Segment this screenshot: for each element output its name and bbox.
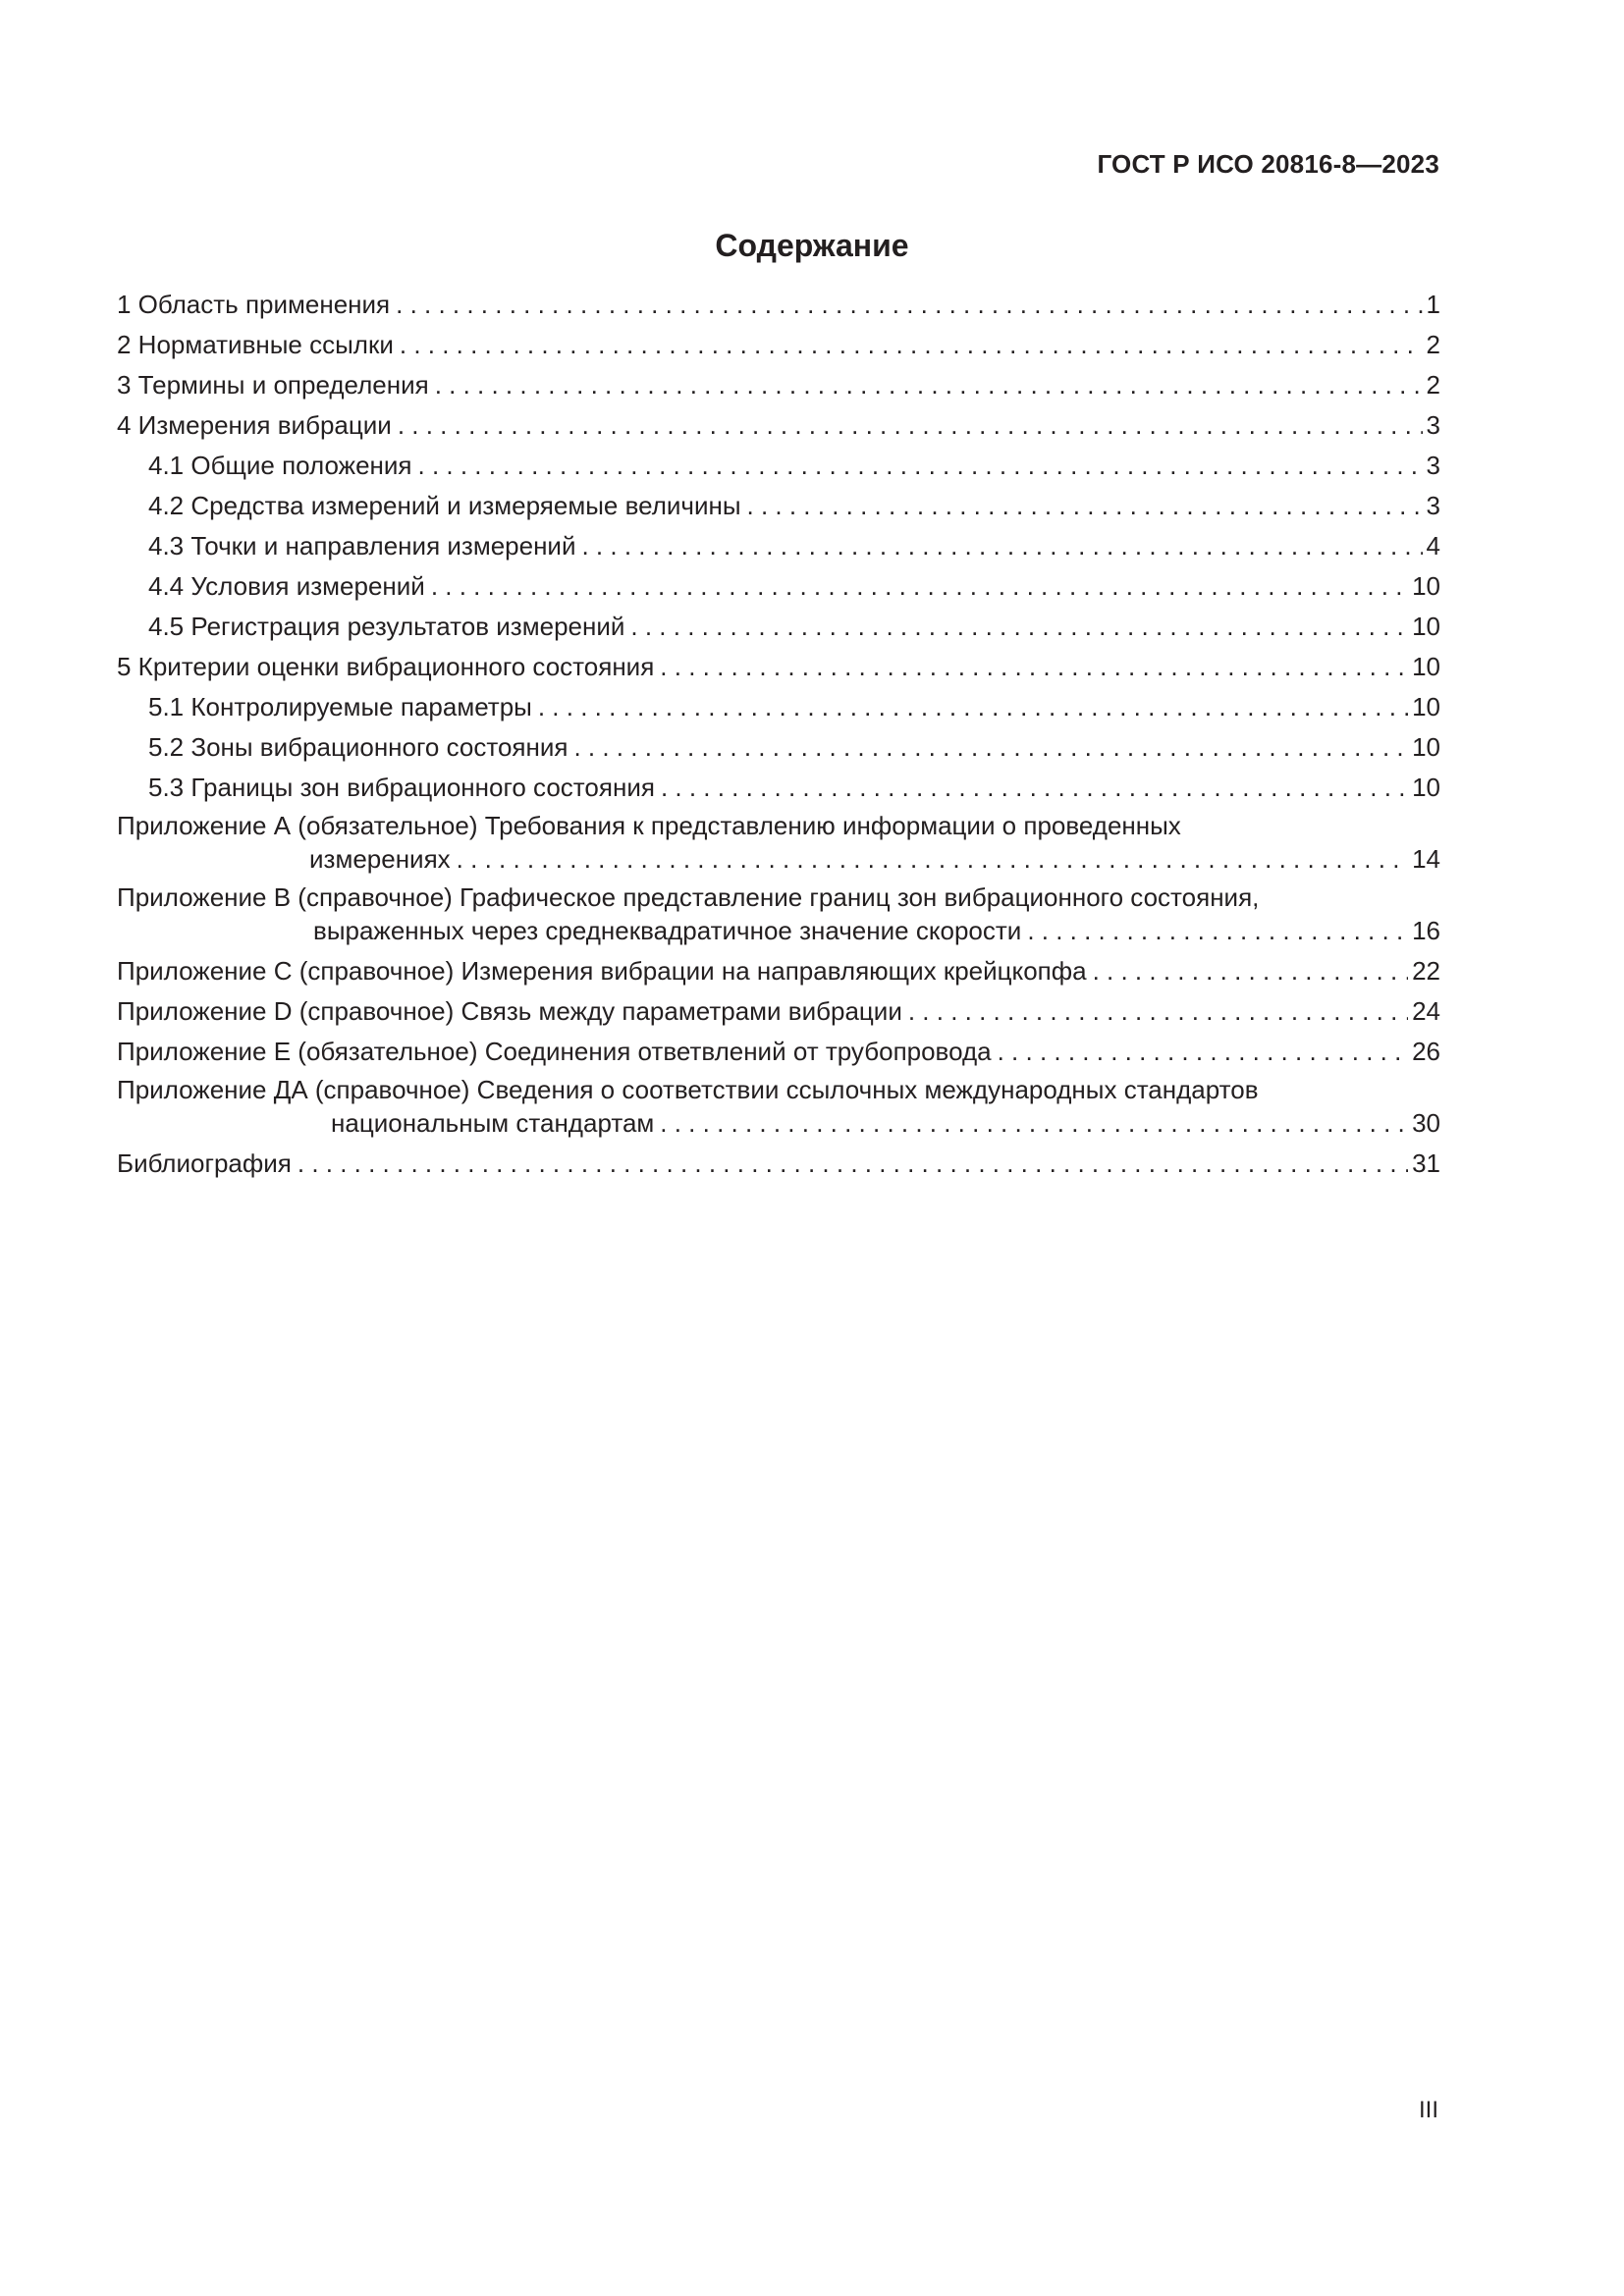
toc-entry-label: 1 Область применения (117, 290, 391, 319)
dot-leader (660, 1105, 1408, 1142)
toc-entry-label: 5.2 Зоны вибрационного состояния (148, 732, 568, 762)
dot-leader (573, 729, 1408, 766)
toc-entry-label: 4.4 Условия измерений (148, 571, 425, 601)
dot-leader (538, 689, 1408, 725)
toc-entry-label: 4.5 Регистрация результатов измерений (148, 612, 625, 641)
toc-entry-label: 5 Критерии оценки вибрационного состояния (117, 652, 655, 681)
toc-entry-label: Приложение А (обязательное) Требования к представлению информации о проведенных (117, 811, 1181, 840)
toc-entry-5-3[interactable] (117, 770, 1440, 806)
toc-entry-page: 10 (1412, 732, 1440, 762)
toc-entry-5-2[interactable] (117, 729, 1440, 766)
toc-entry-page: 10 (1412, 571, 1440, 601)
toc-entry-normative-references[interactable] (117, 327, 1440, 363)
dot-leader (418, 448, 1423, 484)
dot-leader (431, 568, 1408, 605)
toc-entry-page: 10 (1412, 612, 1440, 641)
toc-entry-4-3[interactable] (117, 528, 1440, 564)
toc-entry-page: 10 (1412, 692, 1440, 721)
toc-entry-label: Приложение ДА (справочное) Сведения о соответствии ссылочных международных стандартов (117, 1075, 1259, 1104)
dot-leader (661, 770, 1408, 806)
toc-entry-page: 2 (1426, 370, 1440, 400)
toc-entry-annex-da[interactable] (117, 1074, 1440, 1142)
toc-entry-label: Приложение С (справочное) Измерения вибрации на направляющих крейцкопфа (117, 956, 1087, 986)
toc-entry-page: 10 (1412, 773, 1440, 802)
toc-entry-4-2[interactable] (117, 488, 1440, 524)
toc-entry-label-continued: измерениях (309, 844, 451, 874)
toc-entry-annex-e[interactable] (117, 1034, 1440, 1070)
toc-entry-label: 4.3 Точки и направления измерений (148, 531, 576, 561)
toc-entry-bibliography[interactable] (117, 1146, 1440, 1182)
toc-entry-evaluation-criteria[interactable] (117, 649, 1440, 685)
toc-entry-page: 22 (1412, 956, 1440, 986)
dot-leader (630, 609, 1408, 645)
toc-entry-page: 10 (1412, 652, 1440, 681)
toc-entry-page: 3 (1426, 491, 1440, 520)
toc-entry-label: Приложение В (справочное) Графическое представление границ зон вибрационного состояния, (117, 882, 1260, 912)
toc-entry-annex-c[interactable] (117, 953, 1440, 989)
document-code: ГОСТ Р ИСО 20816-8—2023 (1097, 149, 1439, 179)
toc-entry-page: 4 (1426, 531, 1440, 561)
dot-leader (435, 367, 1423, 403)
toc-entry-vibration-measurement[interactable] (117, 407, 1440, 444)
toc-entry-page: 3 (1426, 410, 1440, 440)
toc-entry-label: 4.1 Общие положения (148, 451, 412, 480)
dot-leader (298, 1146, 1408, 1182)
dot-leader (400, 327, 1423, 363)
toc-entry-label: Приложение D (справочное) Связь между параметрами вибрации (117, 996, 902, 1026)
dot-leader (1093, 953, 1408, 989)
toc-entry-4-1[interactable] (117, 448, 1440, 484)
toc-entry-label: 5.1 Контролируемые параметры (148, 692, 532, 721)
table-of-contents (117, 287, 1440, 1186)
dot-leader (457, 841, 1408, 878)
dot-leader (747, 488, 1423, 524)
toc-entry-4-5[interactable] (117, 609, 1440, 645)
toc-entry-page: 16 (1412, 916, 1440, 945)
toc-entry-label: 2 Нормативные ссылки (117, 330, 394, 359)
toc-entry-page: 3 (1426, 451, 1440, 480)
toc-entry-page: 2 (1426, 330, 1440, 359)
toc-entry-4-4[interactable] (117, 568, 1440, 605)
dot-leader (581, 528, 1422, 564)
toc-entry-scope[interactable] (117, 287, 1440, 323)
toc-entry-annex-a[interactable] (117, 810, 1440, 878)
toc-entry-5-1[interactable] (117, 689, 1440, 725)
toc-entry-label: 4 Измерения вибрации (117, 410, 392, 440)
dot-leader (396, 287, 1422, 323)
toc-title: Содержание (715, 228, 909, 263)
dot-leader (660, 649, 1408, 685)
dot-leader (998, 1034, 1408, 1070)
page-number: III (1418, 2097, 1438, 2123)
toc-entry-label: 5.3 Границы зон вибрационного состояния (148, 773, 655, 802)
toc-entry-page: 30 (1412, 1108, 1440, 1138)
toc-entry-page: 31 (1412, 1148, 1440, 1178)
toc-entry-label: Приложение Е (обязательное) Соединения ответвлений от трубопровода (117, 1037, 992, 1066)
toc-entry-label-continued: национальным стандартам (331, 1108, 655, 1138)
toc-entry-label: Библиография (117, 1148, 292, 1178)
toc-entry-annex-b[interactable] (117, 881, 1440, 949)
toc-entry-page: 14 (1412, 844, 1440, 874)
toc-entry-page: 26 (1412, 1037, 1440, 1066)
toc-entry-page: 1 (1426, 290, 1440, 319)
toc-entry-label: 4.2 Средства измерений и измеряемые величины (148, 491, 741, 520)
toc-entry-terms[interactable] (117, 367, 1440, 403)
dot-leader (1027, 913, 1408, 949)
toc-entry-page: 24 (1412, 996, 1440, 1026)
dot-leader (398, 407, 1423, 444)
dot-leader (908, 993, 1408, 1030)
toc-entry-label-continued: выраженных через среднеквадратичное значение скорости (313, 916, 1022, 945)
toc-entry-annex-d[interactable] (117, 993, 1440, 1030)
toc-entry-label: 3 Термины и определения (117, 370, 429, 400)
